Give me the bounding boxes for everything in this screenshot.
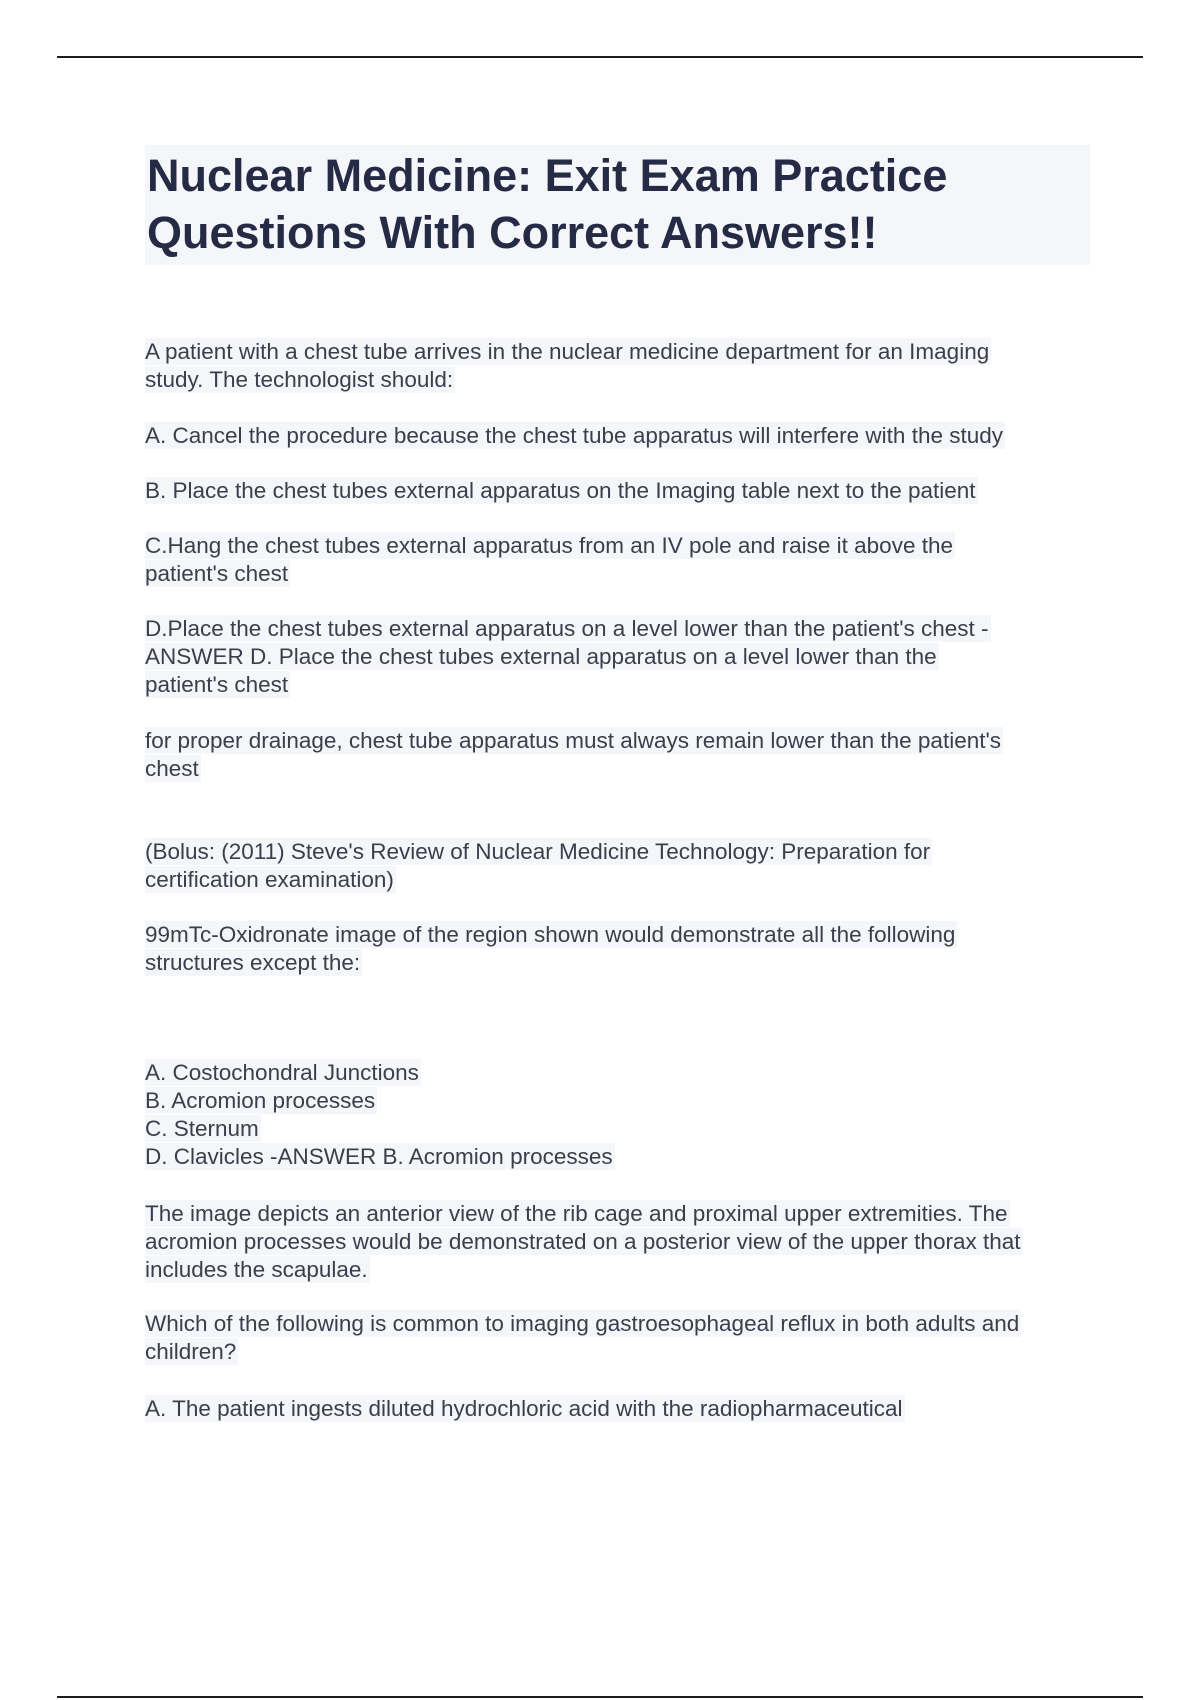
- bottom-rule: [57, 1696, 1143, 1698]
- q2-option-d-answer: D. Clavicles -ANSWER B. Acromion processes: [145, 1144, 613, 1169]
- q2-stem: 99mTc-Oxidronate image of the region shown would demonstrate all the following structures except the:: [145, 922, 956, 975]
- q1-option-c: C.Hang the chest tubes external apparatus from an IV pole and raise it above the patient's chest: [145, 533, 953, 586]
- top-rule: [57, 56, 1143, 58]
- q1-reference: (Bolus: (2011) Steve's Review of Nuclear Medicine Technology: Preparation for certification examination): [145, 839, 931, 892]
- title-line-2: Questions With Correct Answers!!: [147, 207, 878, 258]
- q1-option-b: B. Place the chest tubes external apparatus on the Imaging table next to the patient: [145, 478, 976, 503]
- q1-stem: A patient with a chest tube arrives in the nuclear medicine department for an Imaging study. The technologist should:: [145, 339, 990, 392]
- q2-explanation: The image depicts an anterior view of the rib cage and proximal upper extremities. The acromion processes would be demonstrated on a posterior view of the upper thorax that includes the scapulae.: [145, 1201, 1021, 1282]
- title-line-1: Nuclear Medicine: Exit Exam Practice: [147, 150, 948, 201]
- page-title: [145, 145, 1090, 265]
- q1-explanation: for proper drainage, chest tube apparatus must always remain lower than the patient's chest: [145, 728, 1002, 781]
- q1-option-a: A. Cancel the procedure because the chest tube apparatus will interfere with the study: [145, 423, 1003, 448]
- q3-stem: Which of the following is common to imaging gastroesophageal reflux in both adults and children?: [145, 1311, 1020, 1364]
- q2-option-b: B. Acromion processes: [145, 1088, 376, 1113]
- q2-option-c: C. Sternum: [145, 1116, 259, 1141]
- q1-option-d-answer: D.Place the chest tubes external apparatus on a level lower than the patient's chest - ANSWER D. Place the chest tubes external apparatus on a level lower than the patient's chest: [145, 616, 989, 697]
- q3-option-a: A. The patient ingests diluted hydrochloric acid with the radiopharmaceutical: [145, 1396, 903, 1421]
- q2-options: [145, 1059, 615, 1171]
- q2-option-a: A. Costochondral Junctions: [145, 1060, 419, 1085]
